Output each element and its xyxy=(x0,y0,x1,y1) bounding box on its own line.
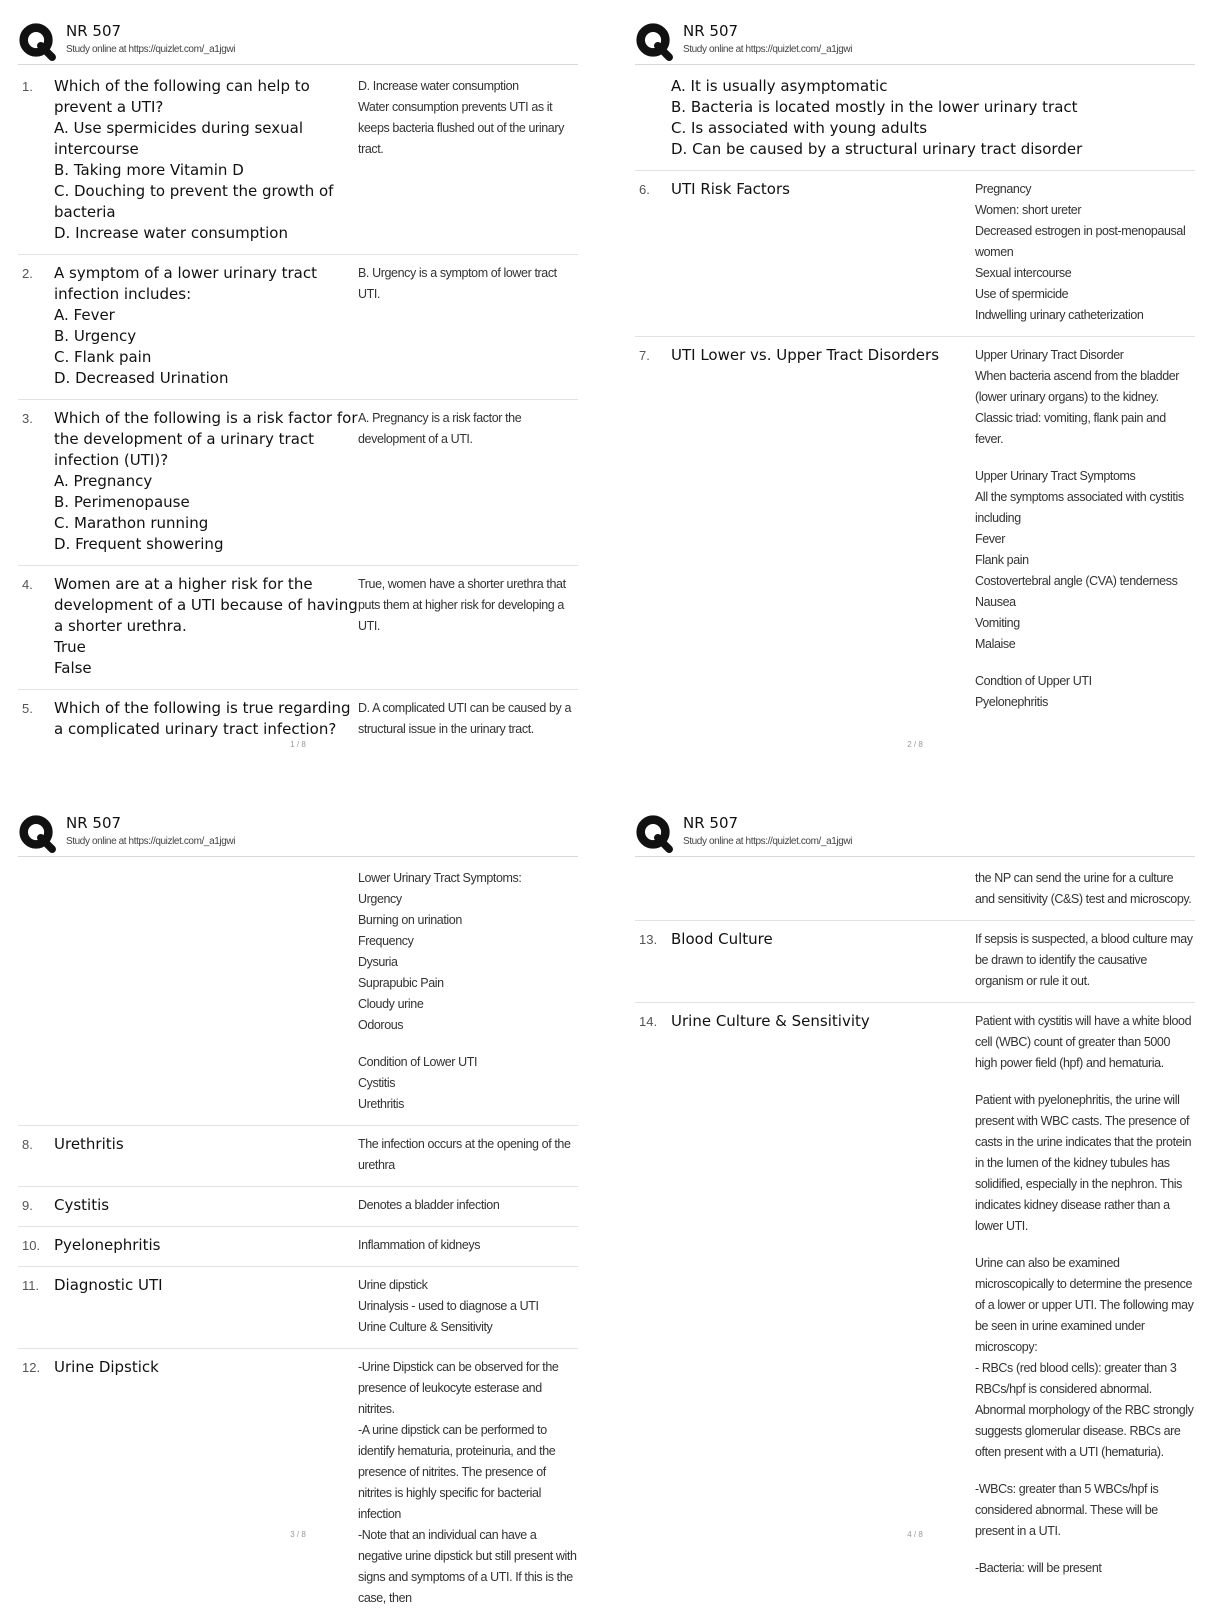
card-term xyxy=(671,1011,975,1579)
term-text: Which of the following is true regarding a complicated urinary tract infection? xyxy=(54,699,351,738)
card-term xyxy=(671,345,975,713)
quizlet-logo-icon xyxy=(18,814,56,852)
term-text: UTI Lower vs. Upper Tract Disorders xyxy=(671,346,940,364)
term-text: Pyelonephritis xyxy=(54,1236,161,1254)
definition-line: D. Increase water consumption xyxy=(358,79,519,93)
term-text: A symptom of a lower urinary tract infection includes: xyxy=(54,264,317,303)
answer-option: B. Bacteria is located mostly in the lower urinary tract xyxy=(671,98,1078,116)
study-link[interactable]: Study online at https://quizlet.com/_a1jgwi xyxy=(683,44,853,55)
definition-line: True, women have a shorter urethra that puts them at higher risk for developing a UTI. xyxy=(358,577,566,633)
card-number: 13. xyxy=(639,932,658,947)
definition-line: Urine Culture & Sensitivity xyxy=(358,1320,493,1334)
term-text: Urethritis xyxy=(54,1135,124,1153)
definition-line: Cloudy urine xyxy=(358,997,424,1011)
card-definition xyxy=(358,868,578,1115)
definition-line: Decreased estrogen in post-menopausal women xyxy=(975,224,1186,259)
card-definition xyxy=(358,76,578,244)
definition-line: Pregnancy xyxy=(975,182,1032,196)
answer-option: A. Use spermicides during sexual intercourse xyxy=(54,119,304,158)
definition-line: Patient with cystitis will have a white blood cell (WBC) count of greater than 5000 high power field (hpf) and hematuria. xyxy=(975,1014,1192,1070)
flashcard-row xyxy=(18,1349,578,1619)
page-number: 1 / 8 xyxy=(290,740,306,749)
term-text: Cystitis xyxy=(54,1196,110,1214)
flashcard-row xyxy=(635,68,1195,171)
study-link[interactable]: Study online at https://quizlet.com/_a1jgwi xyxy=(66,44,236,55)
flashcard-list xyxy=(18,860,578,1619)
definition-line: Lower Urinary Tract Symptoms: xyxy=(358,871,522,885)
answer-option: D. Frequent showering xyxy=(54,535,224,553)
definition-line: Fever xyxy=(975,532,1005,546)
card-definition xyxy=(358,1195,578,1216)
page-number: 3 / 8 xyxy=(290,1530,306,1539)
page-number: 4 / 8 xyxy=(907,1530,923,1539)
card-number: 12. xyxy=(22,1360,41,1375)
card-definition xyxy=(358,1357,578,1609)
definition-line: Water consumption prevents UTI as it keeps bacteria flushed out of the urinary tract. xyxy=(358,100,564,156)
definition-line: Costovertebral angle (CVA) tenderness xyxy=(975,574,1178,588)
flashcard-row xyxy=(18,1126,578,1187)
flashcard-row xyxy=(18,566,578,690)
page-4 xyxy=(635,812,1215,1582)
definition-line: When bacteria ascend from the bladder (lower urinary organs) to the kidney. Classic triad: vomiting, flank pain and fever. xyxy=(975,369,1180,446)
term-text: A. It is usually asymptomatic xyxy=(671,77,888,95)
card-term xyxy=(54,408,358,555)
answer-option: A. Pregnancy xyxy=(54,472,153,490)
card-definition xyxy=(975,929,1195,992)
page-number: 2 / 8 xyxy=(907,740,923,749)
flashcard-row xyxy=(635,171,1195,337)
definition-line: Urgency xyxy=(358,892,402,906)
definition-line: If sepsis is suspected, a blood culture may be drawn to identify the causative organism or rule it out. xyxy=(975,932,1193,988)
flashcard-list xyxy=(635,860,1195,1589)
card-number: 4. xyxy=(22,577,33,592)
card-number: 6. xyxy=(639,182,650,197)
page-header xyxy=(18,20,578,65)
page-1 xyxy=(18,20,598,790)
card-number: 9. xyxy=(22,1198,33,1213)
definition-line: Patient with pyelonephritis, the urine will present with WBC casts. The presence of casts in the urine indicates that the protein in the lumen of the kidney tubules has solidified, especially in the nephron. This indicates kidney disease rather than a lower UTI. xyxy=(975,1093,1192,1233)
flashcard-row xyxy=(635,921,1195,1003)
card-number: 1. xyxy=(22,79,33,94)
card-number: 14. xyxy=(639,1014,658,1029)
card-definition xyxy=(975,868,1195,910)
study-link[interactable]: Study online at https://quizlet.com/_a1jgwi xyxy=(66,836,236,847)
definition-line: Urine dipstick xyxy=(358,1278,428,1292)
card-definition xyxy=(358,408,578,555)
flashcard-row xyxy=(18,1227,578,1267)
definition-line: B. Urgency is a symptom of lower tract UTI. xyxy=(358,266,557,301)
definition-line: Upper Urinary Tract Disorder xyxy=(975,348,1124,362)
definition-line: -Note that an individual can have a negative urine dipstick but still present with signs and symptoms of a UTI. If this is the case, then xyxy=(358,1528,577,1605)
answer-option: True xyxy=(54,638,86,656)
answer-option: C. Douching to prevent the growth of bacteria xyxy=(54,182,334,221)
card-definition xyxy=(975,1011,1195,1579)
answer-option: B. Urgency xyxy=(54,327,137,345)
definition-line: Women: short ureter xyxy=(975,203,1082,217)
card-term xyxy=(54,1275,358,1338)
card-number: 7. xyxy=(639,348,650,363)
card-definition xyxy=(358,1275,578,1338)
term-text: Diagnostic UTI xyxy=(54,1276,163,1294)
definition-line: Vomiting xyxy=(975,616,1020,630)
definition-line: -Bacteria: will be present xyxy=(975,1561,1102,1575)
paragraph-gap xyxy=(358,1036,578,1052)
definition-line: D. A complicated UTI can be caused by a structural issue in the urinary tract. xyxy=(358,701,571,736)
definition-line: Nausea xyxy=(975,595,1016,609)
definition-line: Dysuria xyxy=(358,955,398,969)
paragraph-gap xyxy=(975,1237,1195,1253)
card-term xyxy=(54,1134,358,1176)
definition-line: A. Pregnancy is a risk factor the development of a UTI. xyxy=(358,411,522,446)
card-number xyxy=(18,868,54,1115)
answer-option: C. Marathon running xyxy=(54,514,209,532)
card-term xyxy=(54,76,358,244)
study-link[interactable]: Study online at https://quizlet.com/_a1jgwi xyxy=(683,836,853,847)
answer-option: D. Decreased Urination xyxy=(54,369,229,387)
card-term xyxy=(54,868,358,1115)
definition-line: Use of spermicide xyxy=(975,287,1069,301)
card-definition xyxy=(358,1134,578,1176)
answer-option: D. Increase water consumption xyxy=(54,224,288,242)
answer-option: B. Taking more Vitamin D xyxy=(54,161,244,179)
card-term xyxy=(54,1357,358,1609)
card-term xyxy=(671,76,1199,160)
flashcard-list xyxy=(18,68,578,750)
flashcard-row xyxy=(18,1267,578,1349)
definition-line: Frequency xyxy=(358,934,414,948)
answer-option: D. Can be caused by a structural urinary tract disorder xyxy=(671,140,1083,158)
term-text: Urine Dipstick xyxy=(54,1358,159,1376)
page-header xyxy=(635,20,1195,65)
page-header xyxy=(635,812,1195,857)
flashcard-row xyxy=(18,68,578,255)
definition-line: Upper Urinary Tract Symptoms xyxy=(975,469,1136,483)
course-title: NR 507 xyxy=(66,22,122,40)
card-term xyxy=(671,868,975,910)
definition-line: Urine can also be examined microscopically to determine the presence of a lower or upper UTI. The following may be seen in urine examined under microscopy: xyxy=(975,1256,1194,1354)
card-term xyxy=(671,179,975,326)
definition-line: the NP can send the urine for a culture and sensitivity (C&S) test and microscopy. xyxy=(975,871,1192,906)
page-header xyxy=(18,812,578,857)
definition-line: -A urine dipstick can be performed to identify hematuria, proteinuria, and the presence of nitrites. The presence of nitrites is highly specific for bacterial infection xyxy=(358,1423,556,1521)
definition-line: All the symptoms associated with cystitis including xyxy=(975,490,1184,525)
definition-line: Urethritis xyxy=(358,1097,405,1111)
definition-line: Malaise xyxy=(975,637,1016,651)
paragraph-gap xyxy=(975,1463,1195,1479)
quizlet-logo-icon xyxy=(635,814,673,852)
definition-line: Odorous xyxy=(358,1018,404,1032)
definition-line: Suprapubic Pain xyxy=(358,976,444,990)
page-2 xyxy=(635,20,1215,790)
card-number: 3. xyxy=(22,411,33,426)
card-definition xyxy=(358,1235,578,1256)
definition-line: - RBCs (red blood cells): greater than 3 RBCs/hpf is considered abnormal. Abnormal morphology of the RBC strongly suggests glomerular disease. RBCs are often present with a UTI (hematuria). xyxy=(975,1361,1194,1459)
flashcard-row xyxy=(18,400,578,566)
course-title: NR 507 xyxy=(683,22,739,40)
definition-line: Cystitis xyxy=(358,1076,396,1090)
flashcard-row xyxy=(18,860,578,1126)
card-number: 11. xyxy=(22,1278,40,1293)
definition-line: Condition of Lower UTI xyxy=(358,1055,478,1069)
card-number: 8. xyxy=(22,1137,33,1152)
definition-line: Inflammation of kidneys xyxy=(358,1238,481,1252)
definition-line: Flank pain xyxy=(975,553,1029,567)
definition-line: Condtion of Upper UTI xyxy=(975,674,1092,688)
card-definition xyxy=(358,263,578,389)
term-text: UTI Risk Factors xyxy=(671,180,790,198)
definition-line: -Urine Dipstick can be observed for the presence of leukocyte esterase and nitrites. xyxy=(358,1360,559,1416)
definition-line: Urinalysis - used to diagnose a UTI xyxy=(358,1299,539,1313)
card-number: 10. xyxy=(22,1238,41,1253)
flashcard-row xyxy=(635,860,1195,921)
paragraph-gap xyxy=(975,655,1195,671)
answer-option: A. Fever xyxy=(54,306,115,324)
definition-line: Indwelling urinary catheterization xyxy=(975,308,1144,322)
course-title: NR 507 xyxy=(66,814,122,832)
definition-line: Denotes a bladder infection xyxy=(358,1198,500,1212)
card-term xyxy=(54,1235,358,1256)
quizlet-logo-icon xyxy=(18,22,56,60)
card-term xyxy=(54,263,358,389)
answer-option: C. Flank pain xyxy=(54,348,152,366)
answer-option: B. Perimenopause xyxy=(54,493,190,511)
term-text: Urine Culture & Sensitivity xyxy=(671,1012,870,1030)
term-text: Women are at a higher risk for the development of a UTI because of having a shorter urethra. xyxy=(54,575,358,635)
answer-option: C. Is associated with young adults xyxy=(671,119,928,137)
flashcard-row xyxy=(635,337,1195,723)
definition-line: Sexual intercourse xyxy=(975,266,1072,280)
card-term xyxy=(671,929,975,992)
flashcard-row xyxy=(18,255,578,400)
paragraph-gap xyxy=(975,1074,1195,1090)
card-definition xyxy=(358,574,578,679)
flashcard-row xyxy=(18,1187,578,1227)
answer-option: False xyxy=(54,659,92,677)
card-term xyxy=(54,1195,358,1216)
term-text: Which of the following can help to prevent a UTI? xyxy=(54,77,310,116)
flashcard-list xyxy=(635,68,1195,723)
card-term xyxy=(54,698,358,740)
card-number xyxy=(635,76,671,160)
definition-line: The infection occurs at the opening of the urethra xyxy=(358,1137,571,1172)
term-text: Blood Culture xyxy=(671,930,773,948)
paragraph-gap xyxy=(975,1542,1195,1558)
page-3 xyxy=(18,812,598,1605)
card-number: 2. xyxy=(22,266,33,281)
card-definition xyxy=(358,698,578,740)
card-term xyxy=(54,574,358,679)
definition-line: Burning on urination xyxy=(358,913,462,927)
card-number xyxy=(635,868,671,910)
definition-line: Pyelonephritis xyxy=(975,695,1048,709)
quizlet-logo-icon xyxy=(635,22,673,60)
term-text: Which of the following is a risk factor for the development of a urinary tract infection (UTI)? xyxy=(54,409,358,469)
card-definition xyxy=(975,345,1195,713)
course-title: NR 507 xyxy=(683,814,739,832)
card-number: 5. xyxy=(22,701,33,716)
paragraph-gap xyxy=(975,450,1195,466)
definition-line: -WBCs: greater than 5 WBCs/hpf is considered abnormal. These will be present in a UTI. xyxy=(975,1482,1159,1538)
card-definition xyxy=(975,179,1195,326)
flashcard-row xyxy=(635,1003,1195,1589)
